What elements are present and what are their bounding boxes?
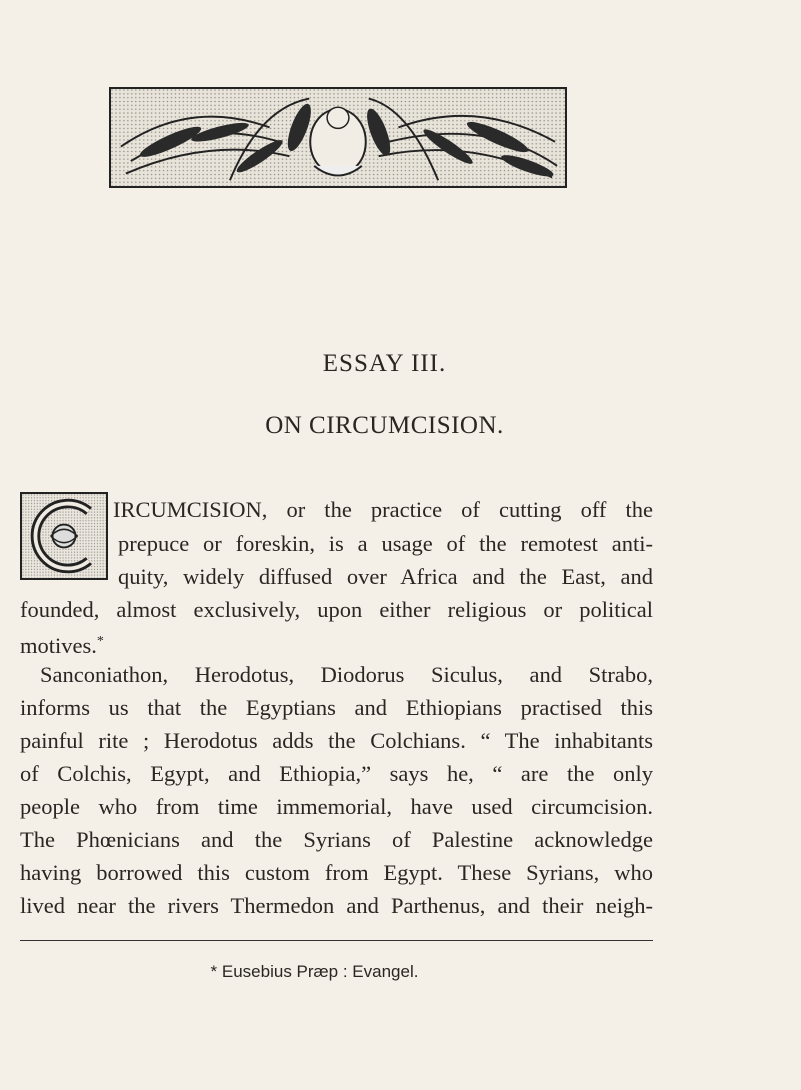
body-line-5 [20, 628, 104, 660]
body-line-1: IRCUMCISION, or the practice of cutting off the [113, 497, 653, 522]
drop-cap-c-icon [22, 494, 106, 578]
body-line-2: prepuce or foreskin, is a usage of the remotest anti- [118, 531, 653, 556]
drop-cap-initial [20, 492, 108, 580]
body-line-11: The Phœnicians and the Syrians of Palestine acknowledge [20, 827, 653, 852]
leaf-ornament-icon [111, 89, 565, 186]
decorative-headpiece [109, 87, 567, 188]
body-line-13: lived near the rivers Thermedon and Parthenus, and their neigh- [20, 893, 653, 918]
footnote-mark: * [96, 634, 104, 649]
body-line-12: having borrowed this custom from Egypt. These Syrians, who [20, 860, 653, 885]
body-line-8: painful rite ; Herodotus adds the Colchians. “ The inhabitants [20, 728, 653, 753]
body-line-6-text: Sanconiathon, Herodotus, Diodorus Siculus, and Strabo, [40, 662, 653, 687]
body-line-10: people who from time immemorial, have used circumcision. [20, 794, 653, 819]
body-line-9: of Colchis, Egypt, and Ethiopia,” says he, “ are the only [20, 761, 653, 786]
essay-subtitle: ON CIRCUMCISION. [265, 412, 504, 439]
body-line-5-text: motives. [20, 633, 97, 658]
footnote-text: * Eusebius Præp : Evangel. [210, 962, 419, 981]
body-line-3: quity, widely diffused over Africa and the East, and [118, 564, 653, 589]
body-line-6 [20, 661, 653, 689]
body-line-7: informs us that the Egyptians and Ethiopians practised this [20, 695, 653, 720]
essay-title: ESSAY III. [322, 350, 447, 377]
footnote [0, 962, 801, 982]
body-line-4: founded, almost exclusively, upon either religious or political [20, 597, 653, 622]
footnote-divider [20, 940, 653, 941]
